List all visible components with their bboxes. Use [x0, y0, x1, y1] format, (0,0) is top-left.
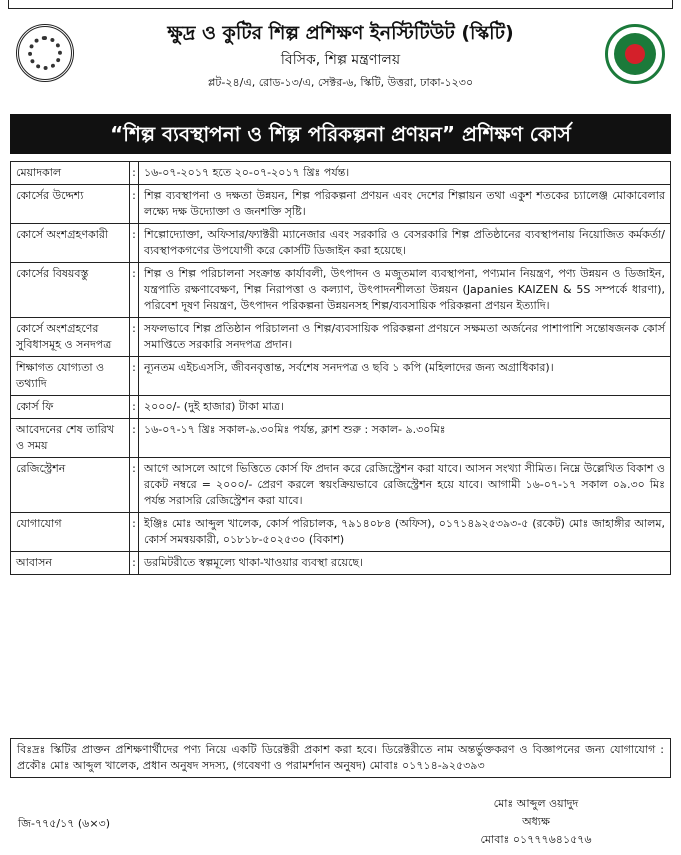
institute-logo-icon — [16, 24, 74, 82]
row-label: শিক্ষাগত যোগ্যতা ও তথ্যাদি — [11, 357, 130, 396]
row-label: আবাসন — [11, 552, 130, 575]
course-details-table — [10, 161, 671, 575]
table-row — [11, 318, 671, 357]
org-title: ক্ষুদ্র ও কুটির শিল্প প্রশিক্ষণ ইনস্টিটিউট (স্কিটি) — [167, 22, 514, 44]
table-row — [11, 513, 671, 552]
notice-note: বিঃদ্রঃ স্কিটির প্রাক্তন প্রশিক্ষণার্থীদের পণ্য নিয়ে একটি ডিরেক্টরী প্রকাশ করা হবে। ডিরেক্টরীতে নাম অন্তর্ভুক্তকরণ ও বিজ্ঞাপনের জন্য যোগাযোগ : প্রকৌঃ মোঃ আব্দুল খালেক, প্রধান অনুষদ সদস্য, (গবেষণা ও পরামর্শদান অনুষদ) মোবাঃ ০১৭১৪-৯২৫৩৯৩ — [10, 738, 671, 778]
signature-block — [436, 795, 636, 849]
row-value: ন্যূনতম এইচএসসি, জীবনবৃত্তান্ত, সর্বশেষ সনদপত্র ও ছবি ১ কপি (মহিলাদের জন্য অগ্রাধিকার)। — [139, 357, 671, 396]
table-row — [11, 185, 671, 224]
row-label: কোর্সে অংশগ্রহণকারী — [11, 224, 130, 263]
top-border — [8, 0, 673, 9]
row-separator: : — [130, 263, 139, 318]
row-value: ইঞ্জিঃ মোঃ আব্দুল খালেক, কোর্স পরিচালক, ৭৯১৪০৮৪ (অফিস), ০১৭১৪৯২৫৩৯৩-৫ (রকেট) মোঃ জাহাঙ্গীর আলম, কোর্স সমন্বয়কারী, ০১৮১৮-৫০২৫৩০ (বিকাশ) — [139, 513, 671, 552]
table-row — [11, 552, 671, 575]
row-label: কোর্সের বিষয়বস্তু — [11, 263, 130, 318]
reference-number: জি-৭৭৫/১৭ (৬×৩) — [18, 817, 110, 830]
row-value: ১৬-০৭-১৭ খ্রিঃ সকাল-৯.৩০মিঃ পর্যন্ত, ক্লাশ শুরু : সকাল- ৯.৩০মিঃ — [139, 419, 671, 458]
row-value: ডরমিটরীতে স্বল্পমূল্যে থাকা-খাওয়ার ব্যবস্থা রয়েছে। — [139, 552, 671, 575]
row-value: ২০০০/- (দুই হাজার) টাকা মাত্র। — [139, 396, 671, 419]
table-row — [11, 419, 671, 458]
seal-inner — [614, 33, 656, 75]
row-separator: : — [130, 185, 139, 224]
row-value: শিল্প ব্যবস্থাপনা ও দক্ষতা উন্নয়ন, শিল্প পরিকল্পনা প্রণয়ন এবং দেশের শিল্পায়ন তথা একুশ শতকের চ্যালেঞ্জ মোকাবেলার লক্ষ্যে দক্ষ উদ্যোক্তা ও জনশক্তি সৃষ্টি। — [139, 185, 671, 224]
row-label: কোর্সের উদ্দেশ্য — [11, 185, 130, 224]
seal-red-circle — [625, 44, 645, 64]
row-separator: : — [130, 224, 139, 263]
row-value: সফলভাবে শিল্প প্রতিষ্ঠান পরিচালনা ও শিল্প/ব্যবসায়িক পরিকল্পনা প্রণয়নে সক্ষমতা অর্জনের পাশাপাশি সন্তোষজনক কোর্স সমাপ্তিতে সরকারি সনদপত্র প্রদান। — [139, 318, 671, 357]
row-value: শিল্পোদ্যোক্তা, অফিসার/ফ্যাক্টরী ম্যানেজার এবং সরকারি ও বেসরকারি শিল্প প্রতিষ্ঠানের ব্যবস্থাপনায় নিয়োজিত কর্মকর্তা/ব্যবস্থাপকগণের উপযোগী করে কোর্সটি ডিজাইন করা হয়েছে। — [139, 224, 671, 263]
row-separator: : — [130, 396, 139, 419]
row-separator: : — [130, 513, 139, 552]
gear-icon — [28, 36, 62, 70]
row-label: মেয়াদকাল — [11, 162, 130, 185]
table-row — [11, 396, 671, 419]
row-separator: : — [130, 419, 139, 458]
row-separator: : — [130, 357, 139, 396]
row-label: কোর্স ফি — [11, 396, 130, 419]
signer-name: মোঃ আব্দুল ওয়াদুদ — [493, 797, 579, 810]
row-separator: : — [130, 458, 139, 513]
org-address: প্লট-২৪/এ, রোড-১৩/এ, সেক্টর-৬, স্কিটি, উত্তরা, ঢাকা-১২৩০ — [207, 76, 474, 89]
header — [10, 20, 671, 110]
row-label: কোর্সে অংশগ্রহণের সুবিধাসমূহ ও সনদপত্র — [11, 318, 130, 357]
signer-title: অধ্যক্ষ — [522, 815, 550, 828]
org-subtitle: বিসিক, শিল্প মন্ত্রণালয় — [280, 52, 401, 68]
row-separator: : — [130, 552, 139, 575]
row-value: ১৬-০৭-২০১৭ হতে ২০-০৭-২০১৭ খ্রিঃ পর্যন্ত। — [139, 162, 671, 185]
government-seal-icon — [605, 24, 665, 84]
course-title-banner: “শিল্প ব্যবস্থাপনা ও শিল্প পরিকল্পনা প্রণয়ন” প্রশিক্ষণ কোর্স — [10, 114, 671, 154]
table-row — [11, 162, 671, 185]
row-label: আবেদনের শেষ তারিখ ও সময় — [11, 419, 130, 458]
row-label: রেজিস্ট্রেশন — [11, 458, 130, 513]
table-row — [11, 458, 671, 513]
row-separator: : — [130, 162, 139, 185]
row-label: যোগাযোগ — [11, 513, 130, 552]
signer-mobile: মোবাঃ ০১৭৭৭৬৪১৫৭৬ — [480, 833, 592, 846]
row-value: আগে আসলে আগে ভিত্তিতে কোর্স ফি প্রদান করে রেজিস্ট্রেশন করা যাবে। আসন সংখ্যা সীমিত। নিম্নে উল্লেখিত বিকাশ ও রকেট নম্বরে = ২০০০/- প্রেরণ করলে স্বয়ংক্রিয়ভাবে রেজিস্ট্রেশন হয়ে যাবে। আগামী ১৬-০৭-১৭ সকাল ০৯.৩০ মিঃ পর্যন্ত সরাসরি রেজিস্ট্রেশন করা যাবে। — [139, 458, 671, 513]
table-row — [11, 224, 671, 263]
table-row — [11, 263, 671, 318]
table-row — [11, 357, 671, 396]
row-value: শিল্প ও শিল্প পরিচালনা সংক্রান্ত কার্যাবলী, উৎপাদন ও মজুতমাল ব্যবস্থাপনা, পণ্যমান নিয়ন্ত্রণ, পণ্য উন্নয়ন ও ডিজাইন, যন্ত্রপাতি রক্ষণাবেক্ষণ, শিল্প নিরাপত্তা ও কল্যাণ, উৎপাদনশীলতা উন্নয়ন (Japanies KAIZEN & 5S সম্পর্কে ধারণা), পরিবেশ দূষণ নিয়ন্ত্রণ, উৎপাদন পরিকল্পনা উন্নয়নসহ শিল্প/ব্যবসায়িক পরিকল্পনা প্রণয়ন ইত্যাদি। — [139, 263, 671, 318]
row-separator: : — [130, 318, 139, 357]
